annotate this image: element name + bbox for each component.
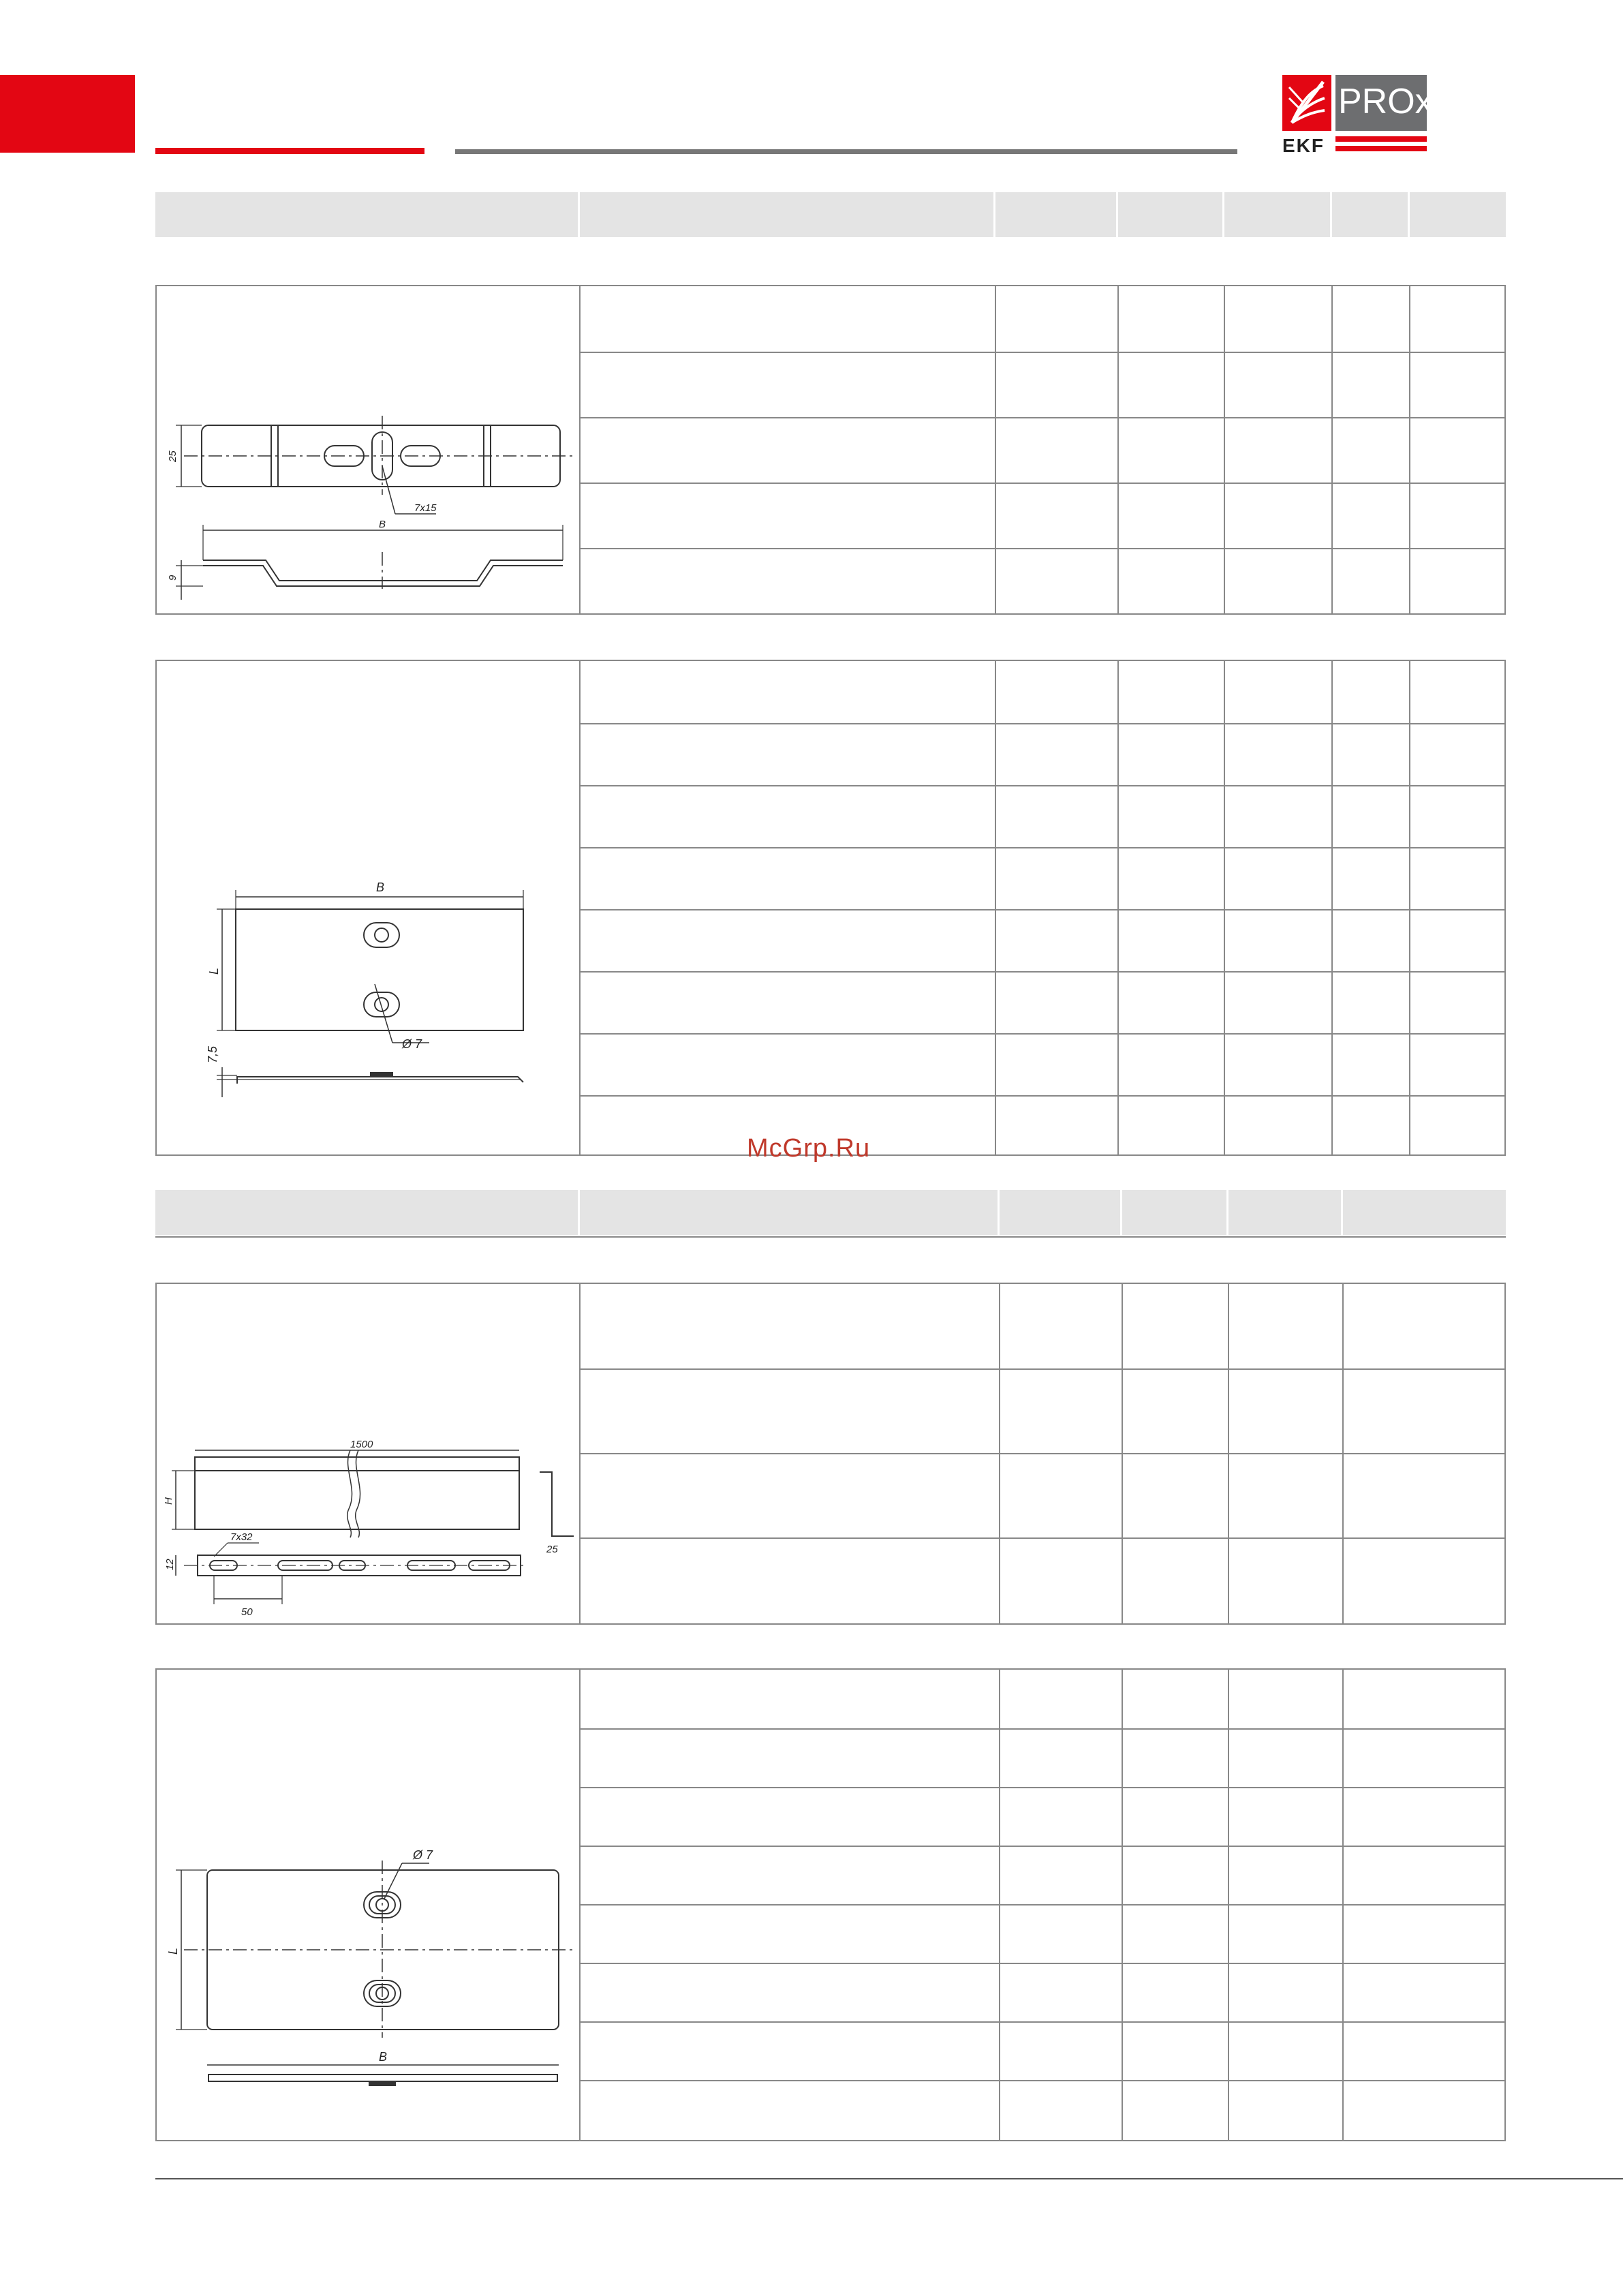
dim-height-9: 9 xyxy=(167,575,179,581)
row-divider xyxy=(579,2021,1504,2023)
col-divider xyxy=(1224,286,1225,613)
dim-hole-d7: Ø 7 xyxy=(413,1848,433,1862)
dim-length-l: L xyxy=(166,1947,180,1955)
row-divider xyxy=(579,1537,1504,1539)
corner-accent-block xyxy=(0,75,135,153)
dim-slot-7x15: 7x15 xyxy=(414,502,437,514)
dim-width-b: B xyxy=(376,881,385,894)
product-panel-2 xyxy=(155,660,1506,1156)
logo-red-stripe-1 xyxy=(1335,136,1427,142)
col-divider xyxy=(995,661,996,1154)
row-divider xyxy=(579,1963,1504,1964)
table-header-band-1 xyxy=(155,192,1506,237)
ekf-feather-icon xyxy=(1282,75,1331,131)
row-divider xyxy=(579,971,1504,973)
row-divider xyxy=(579,1846,1504,1847)
header-col-divider xyxy=(1116,192,1118,237)
col-divider xyxy=(1117,661,1119,1154)
ekf-wordmark: EKF xyxy=(1282,135,1325,156)
header-col-divider xyxy=(1408,192,1410,237)
row-divider xyxy=(579,1787,1504,1788)
header-col-divider xyxy=(578,192,580,237)
header-gray-rule xyxy=(455,149,1237,154)
header-red-rule xyxy=(155,148,424,154)
row-divider xyxy=(579,1095,1504,1097)
cover-strip-drawing xyxy=(157,1284,579,1626)
header-col-divider xyxy=(1222,192,1224,237)
dim-length-l: L xyxy=(207,967,221,975)
col-divider xyxy=(995,286,996,613)
dim-height-25: 25 xyxy=(167,450,179,462)
col-divider xyxy=(1224,661,1225,1154)
product-panel-4 xyxy=(155,1668,1506,2141)
proxima-wordmark: PROxima xyxy=(1338,82,1490,121)
col-divider xyxy=(579,661,581,1154)
row-divider xyxy=(579,417,1504,418)
dim-flange-25: 25 xyxy=(546,1544,558,1555)
dim-slot-7x32: 7x32 xyxy=(230,1531,253,1543)
row-divider xyxy=(579,1033,1504,1035)
row-divider xyxy=(579,548,1504,549)
row-divider xyxy=(579,847,1504,848)
row-divider xyxy=(579,1904,1504,1905)
col-divider xyxy=(1331,661,1333,1154)
header-col-divider xyxy=(1330,192,1332,237)
mounting-plate-drawing xyxy=(157,286,579,616)
proxima-ekf-logo xyxy=(1282,75,1507,155)
row-divider xyxy=(579,1728,1504,1730)
dim-height-h: H xyxy=(163,1497,174,1505)
header-col-divider xyxy=(1120,1190,1122,1235)
table-header-band-2 xyxy=(155,1190,1506,1235)
header-underline xyxy=(155,1236,1506,1238)
row-divider xyxy=(579,785,1504,786)
row-divider xyxy=(579,1368,1504,1370)
header-col-divider xyxy=(1226,1190,1228,1235)
dim-width-12: 12 xyxy=(164,1559,176,1570)
dim-depth-7-5: 7,5 xyxy=(206,1045,219,1063)
header-col-divider xyxy=(998,1190,1000,1235)
dim-pitch-50: 50 xyxy=(241,1606,253,1618)
col-divider xyxy=(1409,286,1410,613)
row-divider xyxy=(579,352,1504,353)
row-divider xyxy=(579,723,1504,724)
col-divider xyxy=(579,286,581,613)
product-panel-1 xyxy=(155,285,1506,615)
header-col-divider xyxy=(1341,1190,1343,1235)
dim-width-b: B xyxy=(379,519,386,530)
header-col-divider xyxy=(578,1190,580,1235)
col-divider xyxy=(1409,661,1410,1154)
header-col-divider xyxy=(993,192,995,237)
footer-rule xyxy=(155,2178,1623,2179)
product-panel-3 xyxy=(155,1283,1506,1625)
col-divider xyxy=(1331,286,1333,613)
row-divider xyxy=(579,2080,1504,2081)
connector-plate-drawing xyxy=(157,661,579,1157)
dim-hole-d7: Ø 7 xyxy=(402,1037,422,1051)
row-divider xyxy=(579,909,1504,910)
col-divider xyxy=(1117,286,1119,613)
dim-length-1500: 1500 xyxy=(350,1439,373,1450)
row-divider xyxy=(579,483,1504,484)
logo-red-stripe-2 xyxy=(1335,146,1427,151)
row-divider xyxy=(579,1453,1504,1454)
dim-width-b: B xyxy=(379,2050,388,2064)
joint-plate-drawing xyxy=(157,1670,579,2143)
watermark-text: McGrp.Ru xyxy=(747,1134,871,1163)
